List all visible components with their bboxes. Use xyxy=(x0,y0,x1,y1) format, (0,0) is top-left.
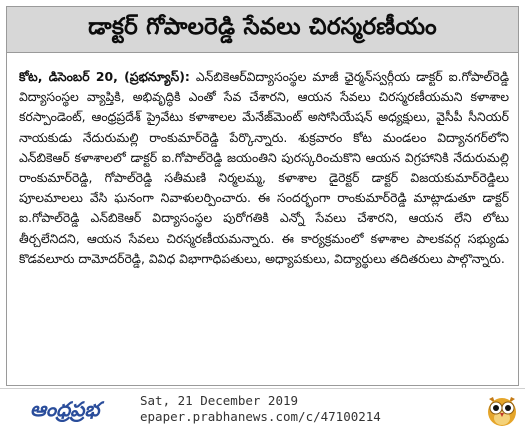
news-clipping xyxy=(6,6,519,386)
logo-text: ఆంధ్రప్రభ xyxy=(30,397,100,421)
footer-meta xyxy=(140,393,381,425)
article-text: ఎన్‌బికెఆర్‌విద్యాసంస్థల మాజీ ఛైర్మన్‌స్వర్గీయ డాక్టర్ ఐ.గోపాల్‌రెడ్డి విద్యాసంస్థల వ్యాప్తికి, అభివృద్ధికి ఎంతో సేవ చేశారని, ఆయన సేవలు చిరస్మరణీయమని కళాశాల కరస్పాండెంట్, ఆంధ్రప్రదేశ్ ప్రైవేటు కళాశాలల మేనేజ్‌మెంట్ అసోసియేషన్ అధ్యక్షులు, వైసీపీ సీనియర్ నాయకుడు నేదురుమల్లి రాంకుమార్‌రెడ్డి పేర్కొన్నారు. శుక్రవారం కోట మండలం విద్యానగర్‌లోని ఎన్‌బికెఆర్ కళాశాలలో డాక్టర్ ఐ.గోపాల్‌రెడ్డి జయంతిని పురస్కరించుకొని ఆయన విగ్రహానికి నేదురుమల్లి రాంకుమార్‌రెడ్డి, గోపాల్‌రెడ్డి సతీమణి నిర్మలమ్మ, కళాశాల డైరెక్టర్ డాక్టర్ విజయకుమార్‌రెడ్డిలు పూలమాలలు వేసి ఘనంగా నివాళులర్పించారు. ఈ సందర్భంగా రాంకుమార్‌రెడ్డి మాట్లాడుతూ డాక్టర్ ఐ.గోపాల్‌రెడ్డి ఎన్‌బికెఆర్ విద్యాసంస్థల పురోగతికి ఎన్నో సేవలు చేశారని, ఆయన లేని లోటు తీర్చలేనిదని, ఆయన సేవలు చిరస్మరణీయమన్నారు. ఈ కార్యక్రమంలో కళాశాల పాలకవర్గ సభ్యుడు కొడవలూరు దామోదర్‌రెడ్డి, వివిధ విభాగాధిపతులు, అధ్యాపకులు, విద్యార్థులు తదితరులు పాల్గొన్నారు. xyxy=(19,69,509,266)
owl-icon[interactable] xyxy=(485,393,519,427)
epaper-footer xyxy=(0,388,525,430)
article-body xyxy=(19,67,509,269)
publication-date: Sat, 21 December 2019 xyxy=(140,393,299,408)
dateline: కోట, డిసెంబర్ 20, (ప్రభన్యూస్): xyxy=(19,69,190,84)
headline: డాక్టర్ గోపాలరెడ్డి సేవలు చిరస్మరణీయం xyxy=(88,13,437,40)
clip-url[interactable]: epaper.prabhanews.com/c/47100214 xyxy=(140,409,381,424)
andhra-prabha-logo[interactable] xyxy=(30,397,99,423)
headline-banner xyxy=(7,7,518,53)
